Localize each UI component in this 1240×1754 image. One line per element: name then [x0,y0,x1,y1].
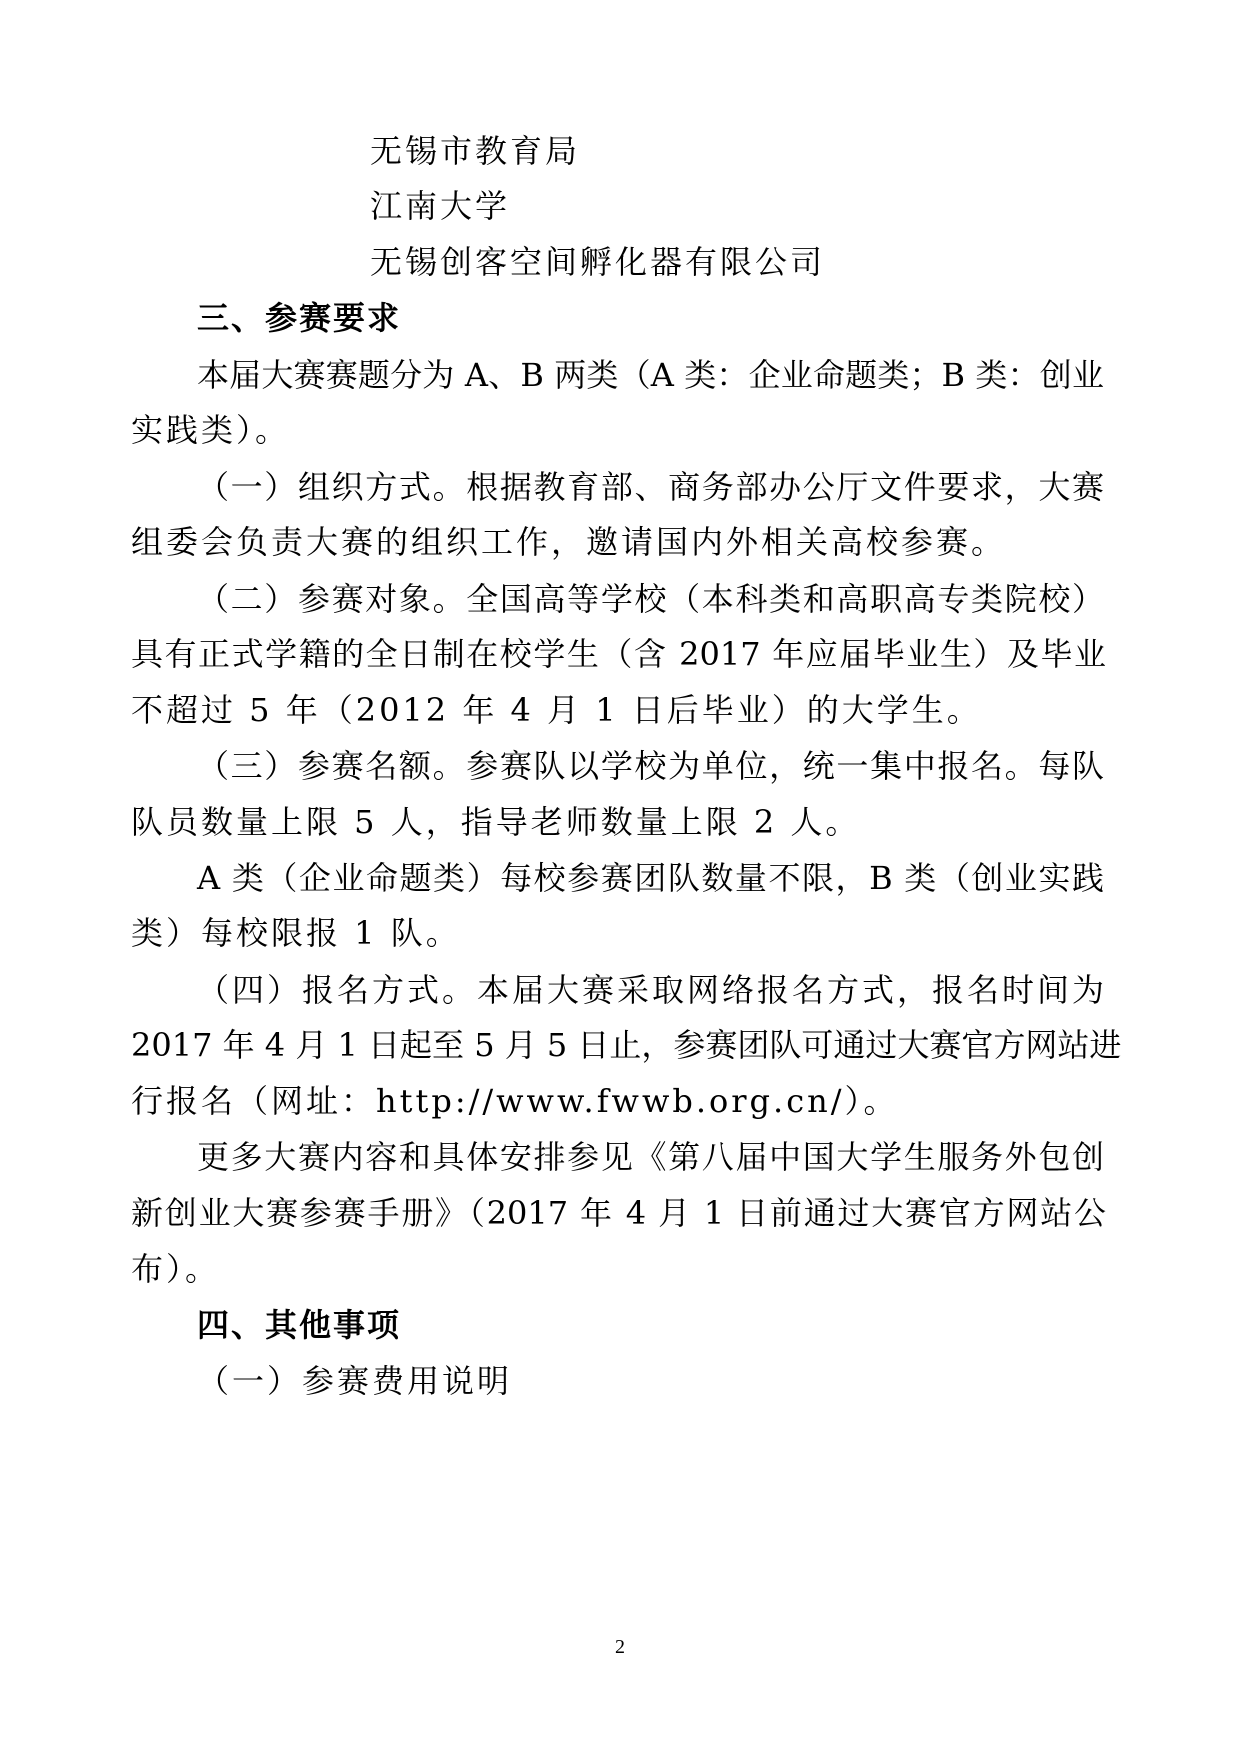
intro-line-1: 本届大赛赛题分为 A、B 两类（A 类：企业命题类；B 类：创业 [197,356,1104,394]
p6-line-3: 布）。 [131,1250,221,1288]
organizer-1: 无锡市教育局 [370,132,581,170]
section-4-subheading-1: （一）参赛费用说明 [197,1362,513,1400]
page-number: 2 [615,1636,625,1658]
p4-line-2: 类）每校限报 1 队。 [131,914,461,952]
p6-line-2: 新创业大赛参赛手册》（2017 年 4 月 1 日前通过大赛官方网站公 [131,1194,1106,1232]
p2-line-3: 不超过 5 年（2012 年 4 月 1 日后毕业）的大学生。 [131,691,982,729]
organizer-3: 无锡创客空间孵化器有限公司 [370,243,826,281]
p2-line-2: 具有正式学籍的全日制在校学生（含 2017 年应届毕业生）及毕业 [131,635,1106,673]
section-4-heading: 四、其他事项 [197,1306,402,1344]
intro-line-2: 实践类）。 [131,411,291,449]
p5-line-1: （四）报名方式。本届大赛采取网络报名方式，报名时间为 [197,971,1104,1009]
organizer-2: 江南大学 [370,187,511,225]
p1-line-1: （一）组织方式。根据教育部、商务部办公厅文件要求，大赛 [197,468,1104,506]
p5-line-2: 2017 年 4 月 1 日起至 5 月 5 日止，参赛团队可通过大赛官方网站进 [131,1026,1122,1064]
p3-line-1: （三）参赛名额。参赛队以学校为单位，统一集中报名。每队 [197,747,1104,785]
p3-line-2: 队员数量上限 5 人，指导老师数量上限 2 人。 [131,803,861,841]
section-3-heading: 三、参赛要求 [197,299,402,337]
p2-line-1: （二）参赛对象。全国高等学校（本科类和高职高专类院校） [197,580,1104,618]
p5-line-3: 行报名（网址：http://www.fwwb.org.cn/）。 [131,1082,899,1120]
p4-line-1: A 类（企业命题类）每校参赛团队数量不限，B 类（创业实践 [197,859,1104,897]
p6-line-1: 更多大赛内容和具体安排参见《第八届中国大学生服务外包创 [197,1138,1104,1176]
p1-line-2: 组委会负责大赛的组织工作，邀请国内外相关高校参赛。 [131,523,1007,561]
